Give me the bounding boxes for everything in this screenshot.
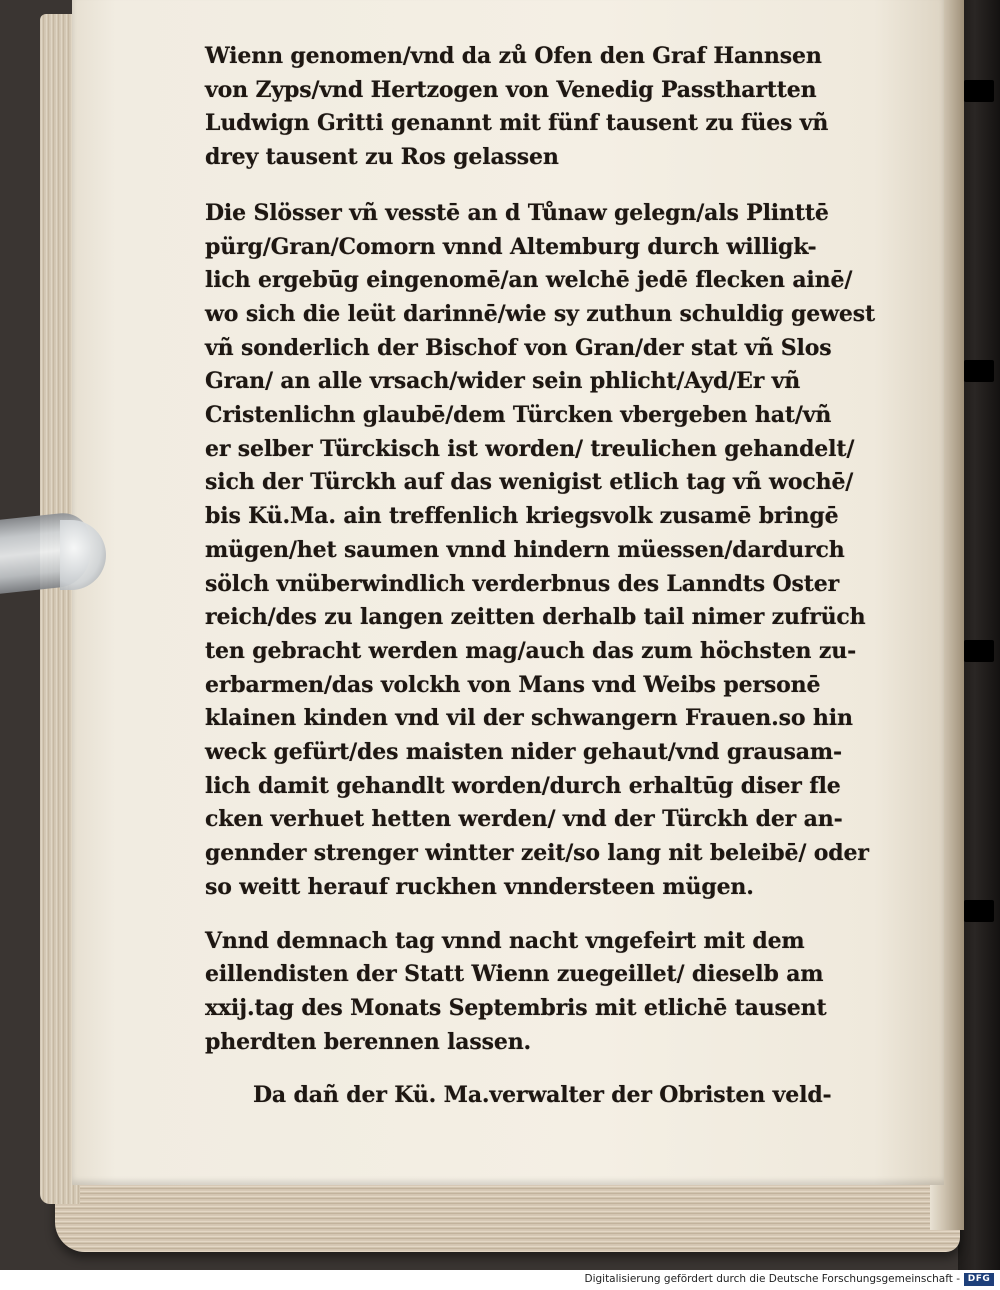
paragraph-3 (205, 925, 845, 1060)
text-line: pürg/Gran/Comorn vnnd Altemburg durch willigk- (205, 233, 817, 260)
text-line: Die Slösser vñ vesstē an d Tůnaw gelegn/als Plinttē (205, 199, 829, 226)
page-text (205, 40, 875, 1113)
text-line: Cristenlichn glaubē/dem Türcken vbergeben hat/vñ (205, 402, 832, 429)
text-line: xxij.tag des Monats Septembris mit etlichē tausent (205, 994, 827, 1021)
text-line: mügen/het saumen vnnd hindern müessen/dardurch (205, 536, 845, 563)
text-line: Wienn genomen/vnd da zů Ofen den Graf Hannsen (205, 43, 822, 69)
strip-mark (964, 640, 994, 662)
dfg-logo: DFG (964, 1273, 994, 1286)
text-line: er selber Türckisch ist worden/ treulichen gehandelt/ (205, 435, 855, 462)
text-line: erbarmen/das volckh von Mans vnd Weibs personē (205, 671, 821, 698)
paragraph-4 (205, 1079, 845, 1113)
book-bottom-edge (55, 1180, 960, 1252)
text-line: sölch vnüberwindlich verderbnus des Lanndts Oster (205, 570, 840, 597)
text-line: von Zyps/vnd Hertzogen von Venedig Passthartten (205, 76, 817, 103)
text-line: vñ sonderlich der Bischof von Gran/der stat vñ Slos (205, 334, 832, 361)
text-line: Da dañ der Kü. Ma.verwalter der Obristen veld- (253, 1082, 832, 1109)
text-line: cken verhuet hetten werden/ vnd der Türckh der an- (205, 806, 843, 833)
footer-credit: Digitalisierung gefördert durch die Deutsche Forschungsgemeinschaft - (584, 1273, 960, 1285)
text-line: wo sich die leüt darinnē/wie sy zuthun schuldig gewest (205, 300, 875, 327)
text-line: bis Kü.Ma. ain treffenlich kriegsvolk zusamē bringē (205, 503, 839, 530)
text-line: drey tausent zu Ros gelassen (205, 144, 559, 171)
text-line: gennder strenger wintter zeit/so lang nit beleibē/ oder (205, 840, 869, 867)
paragraph-2 (205, 197, 875, 905)
strip-mark (964, 360, 994, 382)
text-line: pherdten berennen lassen. (205, 1028, 532, 1055)
paragraph-1 (205, 40, 845, 175)
text-line: klainen kinden vnd vil der schwangern Frauen.so hin (205, 705, 853, 732)
text-line: weck gefürt/des maisten nider gehaut/vnd grausam- (205, 739, 842, 766)
text-line: so weitt herauf ruckhen vnndersteen mügen. (205, 873, 754, 900)
text-line: eillendisten der Statt Wienn zuegeillet/ dieselb am (205, 961, 824, 988)
strip-mark (964, 80, 994, 102)
strip-mark (964, 900, 994, 922)
text-line: sich der Türckh auf das wenigist etlich tag vñ wochē/ (205, 469, 854, 496)
text-line: Gran/ an alle vrsach/wider sein phlicht/Ayd/Er vñ (205, 368, 801, 395)
text-line: lich ergebūg eingenomē/an welchē jedē flecken ainē/ (205, 267, 853, 294)
text-line: reich/des zu langen zeitten derhalb tail nimer zufrüch (205, 604, 866, 631)
text-line: Ludwign Gritti genannt mit fünf tausent zu fües vñ (205, 110, 829, 137)
footer-bar (0, 1270, 1000, 1290)
text-line: ten gebracht werden mag/auch das zum höchsten zu- (205, 637, 857, 664)
scanner-edge-strip (958, 0, 1000, 1270)
text-line: lich damit gehandlt worden/durch erhaltūg diser fle (205, 772, 841, 799)
text-line: Vnnd demnach tag vnnd nacht vngefeirt mit dem (205, 927, 805, 954)
